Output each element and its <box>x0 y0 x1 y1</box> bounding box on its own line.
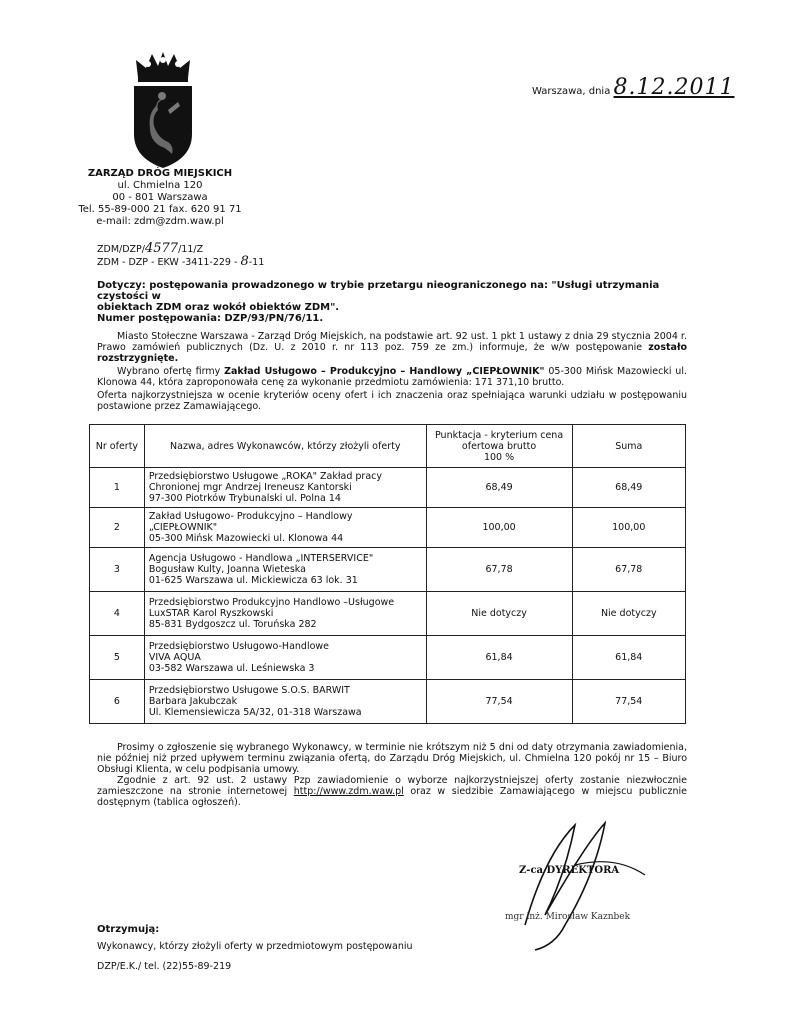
header-name: Nazwa, adres Wykonawców, którzy złożyli oferty <box>144 425 426 468</box>
table-row <box>90 592 686 636</box>
cell-name-line: Przedsiębiorstwo Usługowe S.O.S. BARWIT <box>148 685 350 696</box>
cell-sum: Nie dotyczy <box>572 592 685 636</box>
recipients-line-1: Wykonawcy, którzy złożyli oferty w przedmiotowym postępowaniu <box>97 941 413 952</box>
handwritten-signature <box>505 815 695 955</box>
header-score-line-2: ofertowa brutto <box>461 440 537 452</box>
header-score-line-3: 100 % <box>483 451 515 463</box>
cell-score: Nie dotyczy <box>426 592 572 636</box>
crest-logo <box>128 50 198 172</box>
cell-sum: 100,00 <box>572 508 685 548</box>
org-phone: Tel. 55-89-000 21 fax. 620 91 71 <box>78 204 242 215</box>
subject-line-1: Dotyczy: postępowania prowadzonego w trybie przetargu nieograniczonego na: "Usługi utrzymania czystości w <box>97 280 660 302</box>
cell-score: 100,00 <box>426 508 572 548</box>
cell-name-line: Przedsiębiorstwo Usługowo-Handlowe <box>148 641 330 652</box>
cell-name-line: Chronionej mgr Andrzej Ireneusz Kantorski <box>148 482 352 493</box>
subject-line-2: obiektach ZDM oraz wokół obiektów ZDM". <box>97 302 340 313</box>
sender-block <box>70 168 250 228</box>
cell-name-line: VIVA AQUA <box>148 652 201 663</box>
cell-nr: 3 <box>90 548 145 592</box>
ref-line-2 <box>97 256 264 269</box>
ref1-handwritten: 4577 <box>144 241 179 256</box>
reference-numbers <box>97 243 264 269</box>
cell-name-line: „CIEPŁOWNIK" <box>148 522 218 533</box>
cell-name-line: Przedsiębiorstwo Produkcyjno Handlowo –Usługowe <box>148 597 395 608</box>
cell-sum: 67,78 <box>572 548 685 592</box>
header-score-line-1: Punktacja - kryterium cena <box>434 429 564 441</box>
ref2-prefix: ZDM - DZP - EKW -3411-229 - <box>97 257 238 268</box>
cell-name-line: 05-300 Mińsk Mazowiecki ul. Klonowa 44 <box>148 533 344 544</box>
paragraph-chosen-offer <box>97 366 687 388</box>
cell-name-line: 85-831 Bydgoszcz ul. Toruńska 282 <box>148 619 317 630</box>
date-prefix: Warszawa, dnia <box>532 86 611 97</box>
chosen-offer-company: Zakład Usługowo – Produkcyjno – Handlowy „CIEPŁOWNIK" <box>224 366 545 377</box>
date-line <box>532 75 735 100</box>
table-header-row <box>90 425 686 468</box>
stamp-name: mgr inż. Mirosław Kaznbek <box>505 912 631 922</box>
org-city: 00 - 801 Warszawa <box>112 192 208 203</box>
cell-score: 77,54 <box>426 680 572 724</box>
subject-line-3: Numer postępowania: DZP/93/PN/76/11. <box>97 313 324 324</box>
cell-nr: 1 <box>90 468 145 508</box>
paragraph-best-offer: Oferta najkorzystniejsza w ocenie kryteriów oceny ofert i ich znaczenia oraz spełniająca warunki udziału w postępowaniu postawione przez Zamawiającego. <box>97 390 687 412</box>
recipients-line-2: DZP/E.K./ tel. (22)55-89-219 <box>97 961 232 972</box>
cell-name <box>144 548 426 592</box>
cell-nr: 2 <box>90 508 145 548</box>
header-score <box>426 425 572 468</box>
table-row <box>90 468 686 508</box>
cell-sum: 61,84 <box>572 636 685 680</box>
cell-name-line: Agencja Usługowo - Handlowa „INTERSERVICE" <box>148 553 374 564</box>
chosen-offer-pre: Wybrano ofertę firmy <box>117 366 221 377</box>
org-street: ul. Chmielna 120 <box>117 180 203 191</box>
cell-sum: 68,49 <box>572 468 685 508</box>
header-sum: Suma <box>572 425 685 468</box>
cell-nr: 6 <box>90 680 145 724</box>
cell-score: 61,84 <box>426 636 572 680</box>
cell-name-line: 01-625 Warszawa ul. Mickiewicza 63 lok. 31 <box>148 575 358 586</box>
closing-paragraph-2 <box>97 775 687 808</box>
cell-name <box>144 508 426 548</box>
cell-name-line: Barbara Jakubczak <box>148 696 238 707</box>
signature-area <box>505 815 695 955</box>
header-nr: Nr oferty <box>90 425 145 468</box>
cell-score: 67,78 <box>426 548 572 592</box>
cell-name-line: 97-300 Piotrków Trybunalski ul. Polna 14 <box>148 493 341 504</box>
cell-name-line: Bogusław Kulty, Joanna Wieteska <box>148 564 306 575</box>
cell-name <box>144 636 426 680</box>
closing-p2-pre: Zgodnie z art. 92 ust. 2 ustawy Pzp zawiadomienie o wyborze najkorzystniejszej oferty zostanie niezwłocznie zamieszczone na stronie internetowej <box>97 775 687 797</box>
table-row <box>90 548 686 592</box>
table-row <box>90 680 686 724</box>
cell-name-line: LuxSTAR Karol Ryszkowski <box>148 608 274 619</box>
cell-name <box>144 592 426 636</box>
ref2-suffix: -11 <box>248 257 265 268</box>
table-row <box>90 508 686 548</box>
paragraph-decision-text: Miasto Stołeczne Warszawa - Zarząd Dróg Miejskich, na podstawie art. 92 ust. 1 pkt 1 ustawy z dnia 29 stycznia 2004 r. Prawo zamówień publicznych (Dz. U. z 2010 r. nr 113 poz. 759 ze zm.) informuje, że w/w postępowanie <box>97 331 687 353</box>
ref2-handwritten: 8 <box>240 254 249 269</box>
recipients-title: Otrzymują: <box>97 924 160 935</box>
cell-score: 68,49 <box>426 468 572 508</box>
paragraph-decision-bold: zostało rozstrzygnięte. <box>97 342 687 364</box>
offers-table <box>89 424 686 724</box>
cell-nr: 5 <box>90 636 145 680</box>
org-email: e-mail: zdm@zdm.waw.pl <box>96 216 224 227</box>
chosen-offer-post: 05-300 Mińsk Mazowiecki ul. Klonowa 44, która zaproponowała cenę za wykonanie przedmiotu zamówienia: 171 371,10 brutto. <box>97 366 687 388</box>
cell-name-line: 03-582 Warszawa ul. Leśniewska 3 <box>148 663 315 674</box>
cell-name-line: Zakład Usługowo- Produkcyjno – Handlowy <box>148 511 353 522</box>
closing-p2-post: oraz w siedzibie Zamawiającego w miejscu publicznie dostępnym (tablica ogłoszeń). <box>97 786 687 808</box>
closing-block <box>97 742 687 808</box>
cell-nr: 4 <box>90 592 145 636</box>
website-link[interactable]: http://www.zdm.waw.pl <box>293 786 404 797</box>
paragraph-decision <box>97 331 687 364</box>
stamp-title: Z-ca DYREKTORA <box>519 865 620 876</box>
cell-name-line: Przedsiębiorstwo Usługowe „ROKA" Zakład pracy <box>148 471 382 482</box>
cell-name-line: Ul. Klemensiewicza 5A/32, 01-318 Warszawa <box>148 707 362 718</box>
cell-name <box>144 468 426 508</box>
table-row <box>90 636 686 680</box>
subject-block <box>97 280 687 324</box>
closing-paragraph-1: Prosimy o zgłoszenie się wybranego Wykonawcy, w terminie nie krótszym niż 5 dni od daty otrzymania zawiadomienia, nie później niż przed upływem terminu związania ofertą, do Zarządu Dróg Miejskich, ul. Chmielna 120 pokój nr 15 – Biuro Obsługi Klienta, w celu podpisania umowy. <box>97 742 687 775</box>
ref1-prefix: ZDM/DZP/ <box>97 244 145 255</box>
ref1-suffix: /11/Z <box>178 244 204 255</box>
cell-sum: 77,54 <box>572 680 685 724</box>
org-name: ZARZĄD DRÓG MIEJSKICH <box>87 168 233 179</box>
date-handwritten: 8.12.2011 <box>613 75 735 100</box>
cell-name <box>144 680 426 724</box>
